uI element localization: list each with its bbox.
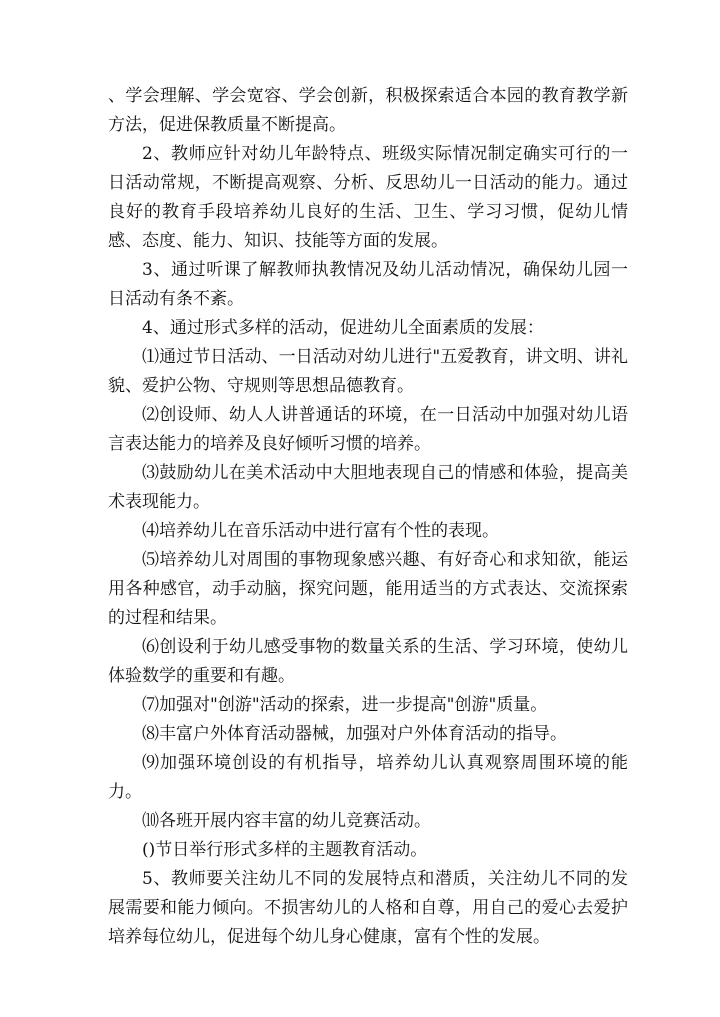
paragraph-4: 4、通过形式多样的活动，促进幼儿全面素质的发展： bbox=[142, 318, 544, 338]
list-item-9: ⑼加强环境创设的有机指导，培养幼儿认真观察周围环境的能力。 bbox=[108, 753, 628, 802]
list-item-3: ⑶鼓励幼儿在美术活动中大胆地表现自己的情感和体验，提高美术表现能力。 bbox=[108, 463, 628, 512]
list-item-5: ⑸培养幼儿对周围的事物现象感兴趣、有好奇心和求知欲，能运用各种感官，动手动脑，探究问题，能用适当的方式表达、交流探索的过程和结果。 bbox=[108, 550, 628, 628]
paragraph-3: 3、通过听课了解教师执教情况及幼儿活动情况，确保幼儿园一日活动有条不紊。 bbox=[108, 260, 628, 309]
paragraph-5: 5、教师要关注幼儿不同的发展特点和潜质，关注幼儿不同的发展需要和能力倾向。不损害幼儿的人格和自尊，用自己的爱心去爱护培养每位幼儿，促进每个幼儿身心健康，富有个性的发展。 bbox=[108, 869, 628, 947]
paragraph-1: 、学会理解、学会宽容、学会创新，积极探索适合本园的教育教学新方法，促进保教质量不断提高。 bbox=[108, 86, 628, 135]
list-item-11: ()节日举行形式多样的主题教育活动。 bbox=[142, 840, 428, 860]
list-item-1: ⑴通过节日活动、一日活动对幼儿进行"五爱教育，讲文明、讲礼貌、爱护公物、守规则等思想品德教育。 bbox=[108, 347, 628, 396]
list-item-6: ⑹创设利于幼儿感受事物的数量关系的生活、学习环境，使幼儿体验数学的重要和有趣。 bbox=[108, 637, 628, 686]
list-item-10: ⑽各班开展内容丰富的幼儿竞赛活动。 bbox=[142, 811, 431, 831]
list-item-8: ⑻丰富户外体育活动器械，加强对户外体育活动的指导。 bbox=[142, 724, 567, 744]
list-item-2: ⑵创设师、幼人人讲普通话的环境，在一日活动中加强对幼儿语言表达能力的培养及良好倾听习惯的培养。 bbox=[108, 405, 628, 454]
paragraph-2: 2、教师应针对幼儿年龄特点、班级实际情况制定确实可行的一日活动常规，不断提高观察、分析、反思幼儿一日活动的能力。通过良好的教育手段培养幼儿良好的生活、卫生、学习习惯，促幼儿情感、态度、能力、知识、技能等方面的发展。 bbox=[108, 144, 628, 251]
list-item-7: ⑺加强对"创游"活动的探索，进一步提高"创游"质量。 bbox=[142, 695, 548, 715]
list-item-4: ⑷培养幼儿在音乐活动中进行富有个性的表现。 bbox=[142, 521, 499, 541]
document-page bbox=[108, 82, 628, 952]
